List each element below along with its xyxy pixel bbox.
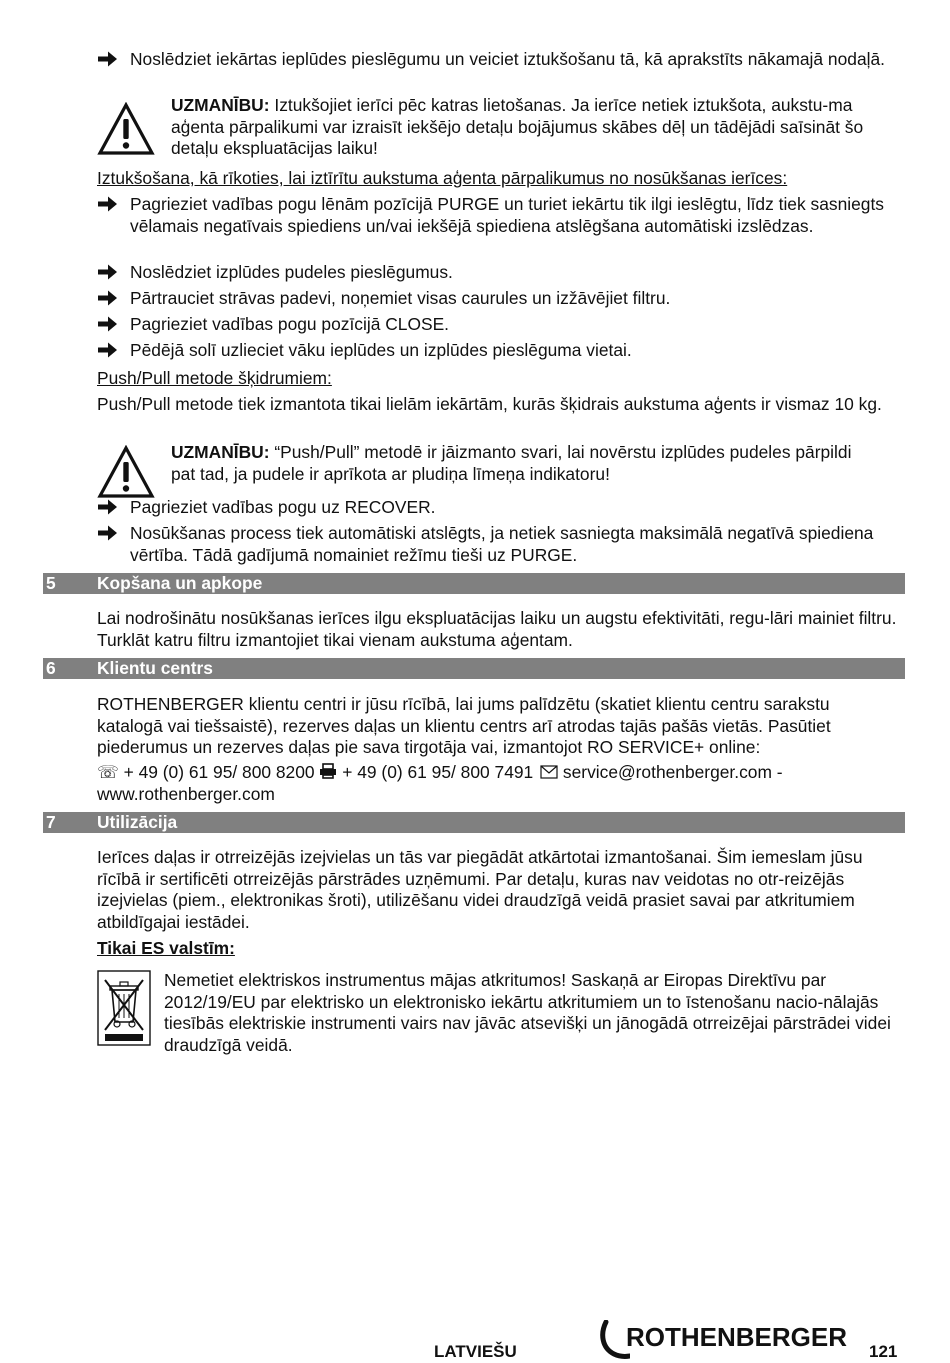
crossed-out-bin-icon bbox=[97, 970, 151, 1046]
bullet-text: Noslēdziet iekārtas ieplūdes pieslēgumu un veiciet iztukšošanu tā, kā aprakstīts nākamajā nodaļā. bbox=[130, 49, 885, 69]
step-text: Pagrieziet vadības pogu pozīcijā CLOSE. bbox=[130, 314, 450, 334]
section-header bbox=[43, 812, 905, 833]
list-item bbox=[97, 497, 897, 519]
warning-notice bbox=[97, 95, 897, 169]
email-link[interactable]: service@rothenberger.com - bbox=[562, 762, 783, 782]
section-number: 7 bbox=[46, 812, 56, 832]
emptying-heading: Iztukšošana, kā rīkoties, lai iztīrītu aukstuma aģenta pārpalikumus no nosūkšanas ierīces: bbox=[97, 168, 788, 188]
eu-text: Nemetiet elektriskos instrumentus mājas atkritumos! Saskaņā ar Eiropas Direktīvu par 2012/19/EU par elektrisko un elektronisko iekārtu atkritumiem un to īstenošanu nacio-nālajās tiesībās elektriskie instrumenti vairs nav jāvāc atsevišķi un jānogādā otrreizējai pārstrādei videi draudzīgā veidā. bbox=[164, 970, 891, 1055]
arrow-right-icon bbox=[97, 194, 119, 214]
section-number: 5 bbox=[46, 573, 56, 593]
list-item bbox=[97, 288, 897, 310]
step-text: Pārtrauciet strāvas padevi, noņemiet visas caurules un izžāvējiet filtru. bbox=[130, 288, 671, 308]
step-text: Pagrieziet vadības pogu lēnām pozīcijā PURGE un turiet iekārtu tik ilgi ieslēgtu, līdz tiek sasniegts vēlamais negatīvais spiediens un/vai iekšējā spiediena atslēgšana automātiski izslēdzas. bbox=[130, 194, 884, 236]
arrow-right-icon bbox=[97, 497, 119, 517]
arrow-right-icon bbox=[97, 314, 119, 334]
warning-notice bbox=[97, 442, 897, 501]
section-title: Kopšana un apkope bbox=[97, 573, 263, 593]
section-text: Lai nodrošinātu nosūkšanas ierīces ilgu ekspluatācijas laiku un augstu efektivitāti, regu-lāri mainiet filtru. Turklāt katru filtru izmantojiet tikai vienam aukstuma aģentam. bbox=[97, 608, 897, 650]
website-link[interactable]: www.rothenberger.com bbox=[97, 784, 275, 804]
step-text: Noslēdziet izplūdes pudeles pieslēgumus. bbox=[130, 262, 453, 282]
step-text: Pēdējā solī uzlieciet vāku ieplūdes un izplūdes pieslēguma vietai. bbox=[130, 340, 632, 360]
step-text: Pagrieziet vadības pogu uz RECOVER. bbox=[130, 497, 436, 517]
list-item bbox=[97, 314, 897, 336]
section-text: Ierīces daļas ir otrreizējās izejvielas un tās var piegādāt atkārtotai izmantošanai. Šim iemeslam jūsu rīcībā ir sertificēti otrreizējās pārstrādes uzņēmumi. Par detaļu, kuras nav veidotas no otr-reizējās izejvielas (piem., elektronikas šroti), utilizēšanu videi draudzīgā veidā prasiet savai par atkritumiem atbildīgajai iestādei. bbox=[97, 847, 863, 932]
pushpull-heading: Push/Pull metode šķidrumiem: bbox=[97, 368, 332, 388]
warning-body: Iztukšojiet ierīci pēc katras lietošanas. Ja ierīce netiek iztukšota, aukstu-ma aģenta pārpalikumi var izraisīt iekšējo detaļu bojājumus skābes dēļ un tādējādi saīsināt šo detaļu ekspluatācijas laiku! bbox=[171, 95, 864, 159]
warning-text bbox=[171, 442, 871, 485]
warning-body: “Push/Pull” metodē ir jāizmanto svari, lai novērstu izplūdes pudeles pārpildi pat tad, ja pudele ir aprīkota ar pludiņa līmeņa indikatoru! bbox=[171, 442, 852, 484]
list-item bbox=[97, 340, 897, 362]
contact-line bbox=[97, 762, 897, 784]
list-item bbox=[97, 523, 897, 566]
envelope-icon bbox=[540, 765, 558, 779]
list-item bbox=[97, 194, 897, 237]
fax-icon bbox=[319, 763, 337, 779]
eu-heading: Tikai ES valstīm: bbox=[97, 938, 235, 958]
pushpull-text: Push/Pull metode tiek izmantota tikai lielām iekārtām, kurās šķidrais aukstuma aģents ir vismaz 10 kg. bbox=[97, 394, 882, 414]
warning-label: UZMANĪBU: bbox=[171, 442, 270, 462]
fax-number: + 49 (0) 61 95/ 800 7491 bbox=[342, 762, 534, 782]
section-title: Utilizācija bbox=[97, 812, 178, 832]
arrow-right-icon bbox=[97, 288, 119, 308]
section-number: 6 bbox=[46, 658, 56, 678]
section-title: Klientu centrs bbox=[97, 658, 213, 678]
warning-triangle-icon bbox=[97, 445, 155, 499]
phone-number: + 49 (0) 61 95/ 800 8200 bbox=[123, 762, 315, 782]
warning-label: UZMANĪBU: bbox=[171, 95, 270, 115]
phone-icon: ☏ bbox=[97, 762, 119, 782]
brand-logo bbox=[600, 1320, 850, 1360]
arrow-right-icon bbox=[97, 262, 119, 282]
brand-name: ROTHENBERGER bbox=[626, 1322, 848, 1352]
arrow-right-icon bbox=[97, 49, 119, 69]
warning-text bbox=[171, 95, 891, 160]
section-header bbox=[43, 573, 905, 594]
arrow-right-icon bbox=[97, 340, 119, 360]
list-item bbox=[97, 262, 897, 284]
page-number: 121 bbox=[869, 1342, 898, 1361]
section-header bbox=[43, 658, 905, 679]
arrow-right-icon bbox=[97, 523, 119, 543]
section-text: ROTHENBERGER klientu centri ir jūsu rīcībā, lai jums palīdzētu (skatiet klientu centru sarakstu katalogā vai tiešsaistē), rezerves daļas un klientu centrs arī atrodas tajās pašās vietās. Pasūtiet piederumus un rezerves daļas pie sava tirgotāja vai, izmantojot RO SERVICE+ online: bbox=[97, 694, 831, 758]
intro-bullet bbox=[97, 49, 897, 71]
footer-language: LATVIEŠU bbox=[434, 1342, 517, 1361]
warning-triangle-icon bbox=[97, 102, 155, 156]
step-text: Nosūkšanas process tiek automātiski atslēgts, ja netiek sasniegta maksimālā negatīvā spiediena vērtība. Tādā gadījumā nomainiet režīmu tieši uz PURGE. bbox=[130, 523, 874, 565]
